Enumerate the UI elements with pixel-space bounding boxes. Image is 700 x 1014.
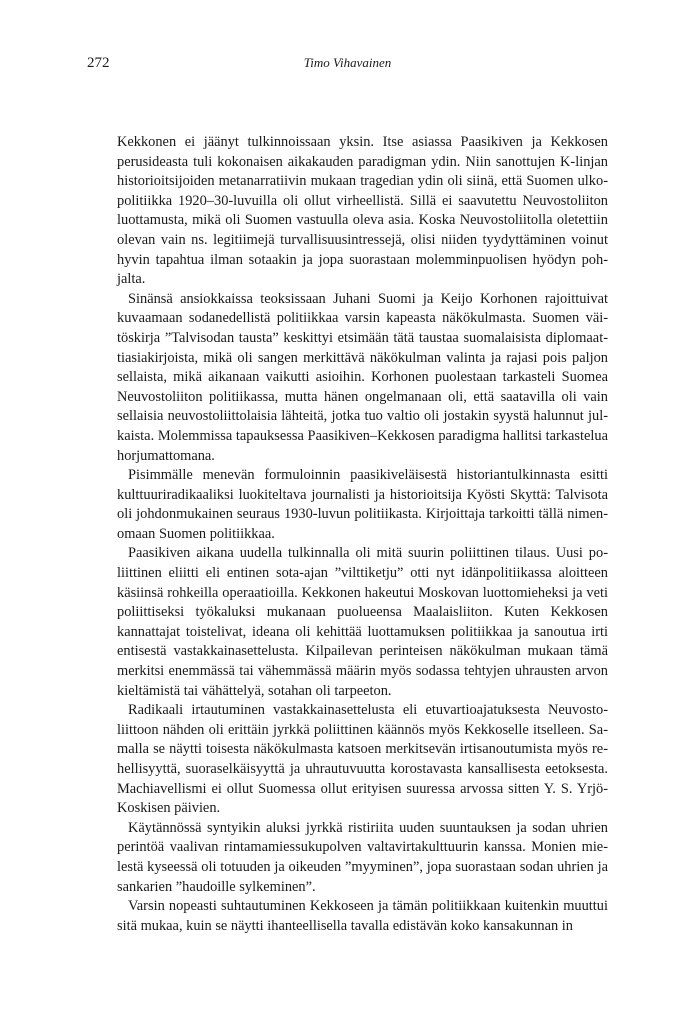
paragraph: Paasikiven aikana uudella tulkinnalla oli mitä suurin poliittinen tilaus. Uusi poliittinen eliitti eli entinen sota-ajan ”vilttiketju” otti nyt idänpolitiikassa aloitteen käsiinsä rohkeilla operaatioilla. Kekkonen hakeutui Moskovan luottomieheksi ja veti poliittiseksi työkaluksi mukanaan puolueensa Maalaisliiton. Kuten Kekkosen kannattajat toistelivat, ideana oli kehittää luottamuksen politiikkaa ja sanoutua irti entisestä vastakkainasettelusta. Kilpailevan perinteisen näkökulman mukaan tämä merkitsi enemmässä tai vähemmässä määrin myös sodassa tehtyjen uhrausten arvon kieltämistä tai vähättelyä, sotahan oli tarpeeton.	[117, 545, 608, 699]
paragraph: Radikaali irtautuminen vastakkainasettelusta eli etuvartioajatuksesta Neuvostoliittoon nähden oli erittäin jyrkkä poliittinen käännös myös Kekkoselle itselleen. Samalla se näytti toisesta näkökulmasta katsoen merkitsevän irtisanoutumista myös rehellisyyttä, suoraselkäisyyttä ja uhrautuvuutta korostavasta kansallisesta eetoksesta. Machiavellismi ei ollut Suomessa ollut erityisen suuressa arvossa sitten Y. S. Yrjö-Koskisen päivien.	[117, 702, 608, 817]
running-title-author: Timo Vihavainen	[303, 55, 392, 70]
paragraph: Kekkonen ei jäänyt tulkinnoissaan yksin. Itse asiassa Paasikiven ja Kekkosen perusideasta tuli kokonaisen aikakauden paradigman ydin. Niin sanottujen K-linjan historioitsijoiden metanarratiivin mukaan tragedian ydin oli siinä, että Suomen ulkopolitiikka 1920–30-luvuilla oli ollut virheellistä. Sillä ei saavutettu Neuvostoliiton luottamusta, mikä oli Suomen vastuulla oleva asia. Koska Neuvostoliitolla oletettiin olevan vain ns. legitiimejä turvallisuusintressejä, olisi niiden tyydyttäminen voinut hyvin tapahtua ilman sotaakin ja jopa suorastaan molemminpuolisen hyödyn pohjalta.	[117, 134, 608, 288]
body-text	[117, 133, 608, 936]
running-head	[87, 55, 608, 75]
paragraph: Sinänsä ansiokkaissa teoksissaan Juhani Suomi ja Keijo Korhonen rajoittuivat kuvaamaan sodanedellistä politiikkaa varsin kapeasta näkökulmasta. Suomen väitöskirja ”Talvisodan tausta” keskittyi etsimään tätä taustaa suomalaisista diplomaattiasiakirjoista, mikä oli sangen merkittävä näkökulman valinta ja rajasi pois paljon sellaista, mikä aikanaan vaikutti asioihin. Korhonen puolestaan tarkasteli Suomea Neuvostoliiton politiikassa, mutta hänen ongelmanaan oli, että saatavilla oli vain sellaisia neuvostoliittolaisia lähteitä, jotka tuo valtio oli jostakin syystä halunnut julkaista. Molemmissa tapauksessa Paasikiven–Kekkosen paradigma hallitsi tarkastelua horjumattomana.	[117, 290, 608, 464]
paragraph: Pisimmälle menevän formuloinnin paasikiveläisestä historiantulkinnasta esitti kulttuuriradikaaliksi luokiteltava journalisti ja historioitsija Kyösti Skyttä: Talvisota oli johdonmukainen seuraus 1930-luvun politiikasta. Kirjoittaja tarkoitti tällä nimenomaan Suomen politiikkaa.	[117, 467, 608, 542]
page-number: 272	[87, 55, 110, 71]
paragraph: Käytännössä syntyikin aluksi jyrkkä ristiriita uuden suuntauksen ja sodan uhrien perintöä vaalivan rintamamiessukupolven valtavirtakulttuurin kanssa. Monien mielestä kyseessä oli totuuden ja oikeuden ”myyminen”, jopa suorastaan sodan uhrien ja sankarien ”haudoille sylkeminen”.	[117, 819, 608, 895]
paragraph: Varsin nopeasti suhtautuminen Kekkoseen ja tämän politiikkaan kuitenkin muuttui sitä mukaa, kuin se näytti ihanteellisella tavalla edistävän koko kansakunnan in	[117, 898, 608, 934]
